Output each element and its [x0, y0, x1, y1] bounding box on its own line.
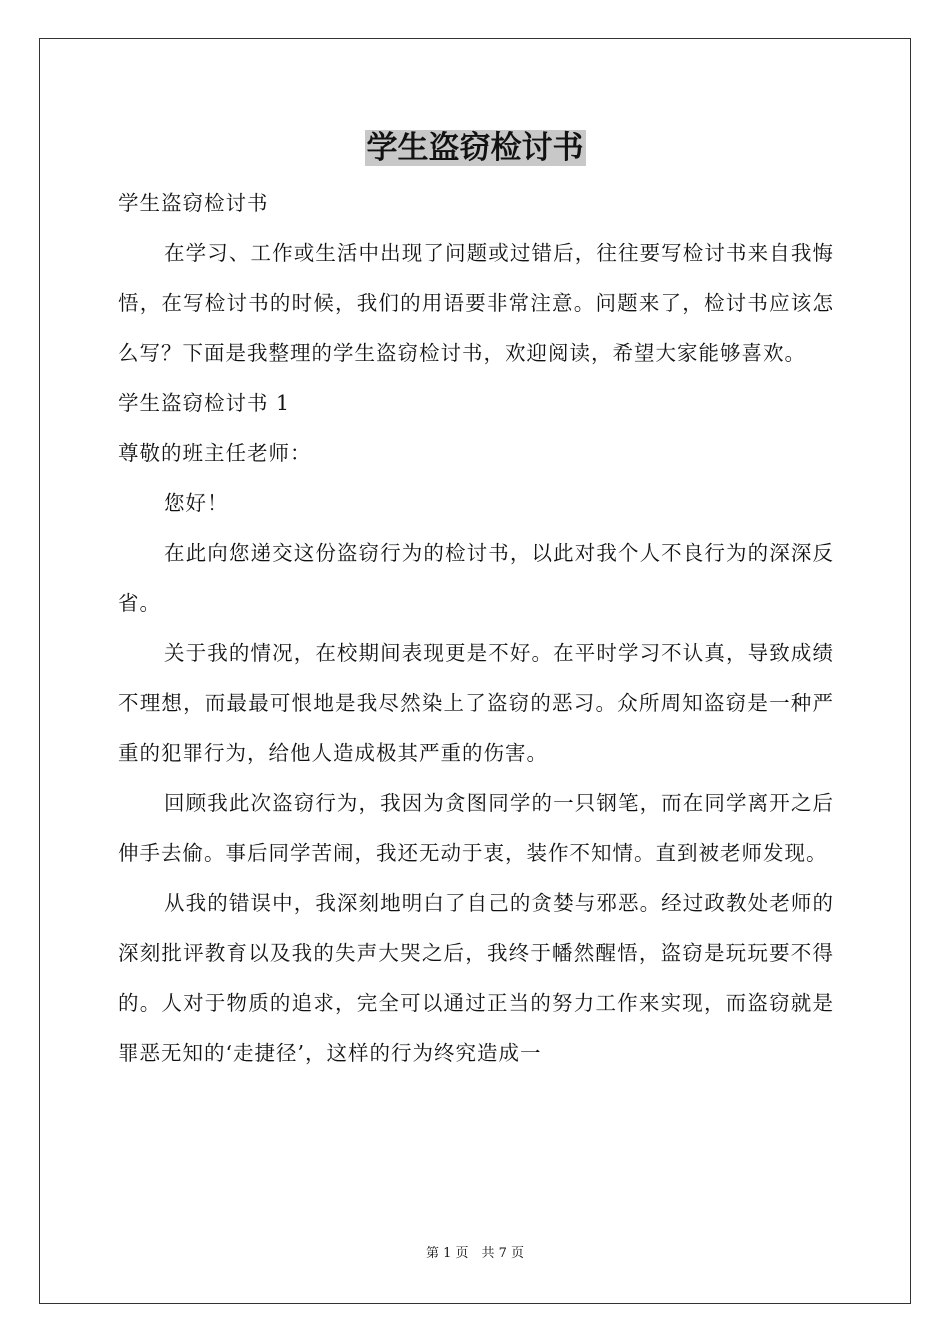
page-footer [0, 1245, 950, 1263]
document-body [118, 178, 834, 1078]
salutation: 尊敬的班主任老师： [118, 441, 312, 465]
document-title-text: 学生盗窃检讨书 [366, 130, 584, 166]
page-number: 第 1 页 共 7 页 [425, 1246, 525, 1261]
body-paragraph: 在此向您递交这份盗窃行为的检讨书，以此对我个人不良行为的深深反省。 [118, 541, 834, 615]
greeting: 您好！ [164, 491, 229, 515]
body-paragraph: 回顾我此次盗窃行为，我因为贪图同学的一只钢笔，而在同学离开之后伸手去偷。事后同学苦闹，我还无动于衷，装作不知情。直到被老师发现。 [118, 791, 834, 865]
intro-paragraph: 在学习、工作或生活中出现了问题或过错后，往往要写检讨书来自我悔悟，在写检讨书的时候，我们的用语要非常注意。问题来了，检讨书应该怎么写？下面是我整理的学生盗窃检讨书，欢迎阅读，希望大家能够喜欢。 [118, 241, 834, 365]
subtitle-line: 学生盗窃检讨书 [118, 191, 269, 215]
section-heading: 学生盗窃检讨书 1 [118, 391, 291, 415]
body-paragraph: 从我的错误中，我深刻地明白了自己的贪婪与邪恶。经过政教处老师的深刻批评教育以及我的失声大哭之后，我终于幡然醒悟，盗窃是玩玩要不得的。人对于物质的追求，完全可以通过正当的努力工作来实现，而盗窃就是罪恶无知的‘走捷径’，这样的行为终究造成一 [118, 891, 834, 1065]
document-title [0, 126, 950, 170]
body-paragraph: 关于我的情况，在校期间表现更是不好。在平时学习不认真，导致成绩不理想，而最最可恨地是我尽然染上了盗窃的恶习。众所周知盗窃是一种严重的犯罪行为，给他人造成极其严重的伤害。 [118, 641, 834, 765]
